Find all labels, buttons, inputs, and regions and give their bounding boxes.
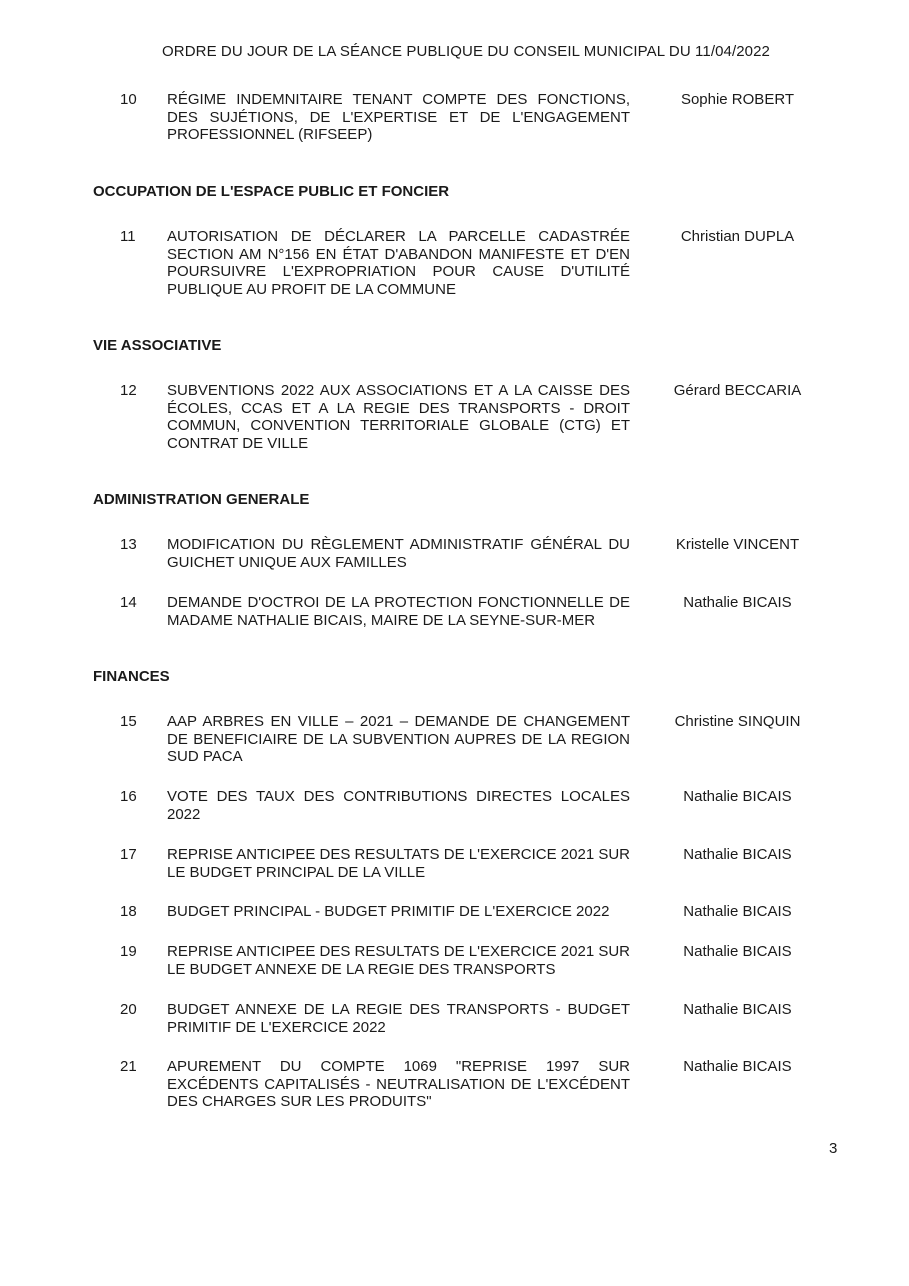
page-number: 3: [829, 1140, 838, 1157]
item-description: APUREMENT DU COMPTE 1069 "REPRISE 1997 SUR EXCÉDENTS CAPITALISÉS - NEUTRALISATION DE L'EXCÉDENT DES CHARGES SUR LES PRODUITS": [167, 1058, 630, 1110]
section-heading-vie-associative: VIE ASSOCIATIVE: [93, 337, 222, 354]
item-description: AAP ARBRES EN VILLE – 2021 – DEMANDE DE CHANGEMENT DE BENEFICIAIRE DE LA SUBVENTION AUPRES DE LA REGION SUD PACA: [167, 713, 630, 765]
section-heading-finances: FINANCES: [93, 668, 170, 685]
item-number: 13: [120, 536, 137, 553]
item-description: RÉGIME INDEMNITAIRE TENANT COMPTE DES FONCTIONS, DES SUJÉTIONS, DE L'EXPERTISE ET DE L'ENGAGEMENT PROFESSIONNEL (RIFSEEP): [167, 91, 630, 143]
item-rapporteur: Kristelle VINCENT: [675, 536, 800, 553]
item-description: REPRISE ANTICIPEE DES RESULTATS DE L'EXERCICE 2021 SUR LE BUDGET ANNEXE DE LA REGIE DES TRANSPORTS: [167, 943, 631, 978]
item-number: 10: [120, 91, 137, 108]
item-description: DEMANDE D'OCTROI DE LA PROTECTION FONCTIONNELLE DE MADAME NATHALIE BICAIS, MAIRE DE LA SEYNE-SUR-MER: [167, 594, 630, 629]
item-number: 16: [120, 788, 137, 805]
item-number: 19: [120, 943, 137, 960]
item-description: REPRISE ANTICIPEE DES RESULTATS DE L'EXERCICE 2021 SUR LE BUDGET PRINCIPAL DE LA VILLE: [167, 846, 631, 881]
item-description: MODIFICATION DU RÈGLEMENT ADMINISTRATIF GÉNÉRAL DU GUICHET UNIQUE AUX FAMILLES: [167, 536, 630, 571]
section-heading-occupation: OCCUPATION DE L'ESPACE PUBLIC ET FONCIER: [93, 183, 450, 200]
item-rapporteur: Nathalie BICAIS: [683, 903, 792, 920]
item-rapporteur: Nathalie BICAIS: [683, 788, 792, 805]
item-rapporteur: Nathalie BICAIS: [683, 846, 792, 863]
item-rapporteur: Christian DUPLA: [680, 228, 795, 245]
item-rapporteur: Christine SINQUIN: [674, 713, 801, 730]
item-description: BUDGET ANNEXE DE LA REGIE DES TRANSPORTS - BUDGET PRIMITIF DE L'EXERCICE 2022: [167, 1001, 630, 1036]
item-rapporteur: Nathalie BICAIS: [683, 1001, 792, 1018]
section-heading-administration: ADMINISTRATION GENERALE: [93, 491, 310, 508]
item-rapporteur: Gérard BECCARIA: [673, 382, 802, 399]
item-description: AUTORISATION DE DÉCLARER LA PARCELLE CADASTRÉE SECTION AM N°156 EN ÉTAT D'ABANDON MANIFESTE ET D'EN POURSUIVRE L'EXPROPRIATION POUR CAUSE D'UTILITÉ PUBLIQUE AU PROFIT DE LA COMMUNE: [167, 228, 630, 298]
item-number: 20: [120, 1001, 137, 1018]
item-rapporteur: Sophie ROBERT: [680, 91, 795, 108]
item-rapporteur: Nathalie BICAIS: [683, 1058, 792, 1075]
item-number: 21: [120, 1058, 137, 1075]
item-number: 15: [120, 713, 137, 730]
item-description: BUDGET PRINCIPAL - BUDGET PRIMITIF DE L'EXERCICE 2022: [167, 903, 610, 920]
item-description: VOTE DES TAUX DES CONTRIBUTIONS DIRECTES LOCALES 2022: [167, 788, 630, 823]
item-number: 18: [120, 903, 137, 920]
item-number: 14: [120, 594, 137, 611]
item-rapporteur: Nathalie BICAIS: [683, 594, 792, 611]
page-header: ORDRE DU JOUR DE LA SÉANCE PUBLIQUE DU CONSEIL MUNICIPAL DU 11/04/2022: [162, 43, 771, 60]
item-number: 11: [120, 228, 136, 245]
item-number: 12: [120, 382, 137, 399]
item-description: SUBVENTIONS 2022 AUX ASSOCIATIONS ET A LA CAISSE DES ÉCOLES, CCAS ET A LA REGIE DES TRANSPORTS - DROIT COMMUN, CONVENTION TERRITORIALE GLOBALE (CTG) ET CONTRAT DE VILLE: [167, 382, 630, 452]
item-rapporteur: Nathalie BICAIS: [683, 943, 792, 960]
item-number: 17: [120, 846, 137, 863]
